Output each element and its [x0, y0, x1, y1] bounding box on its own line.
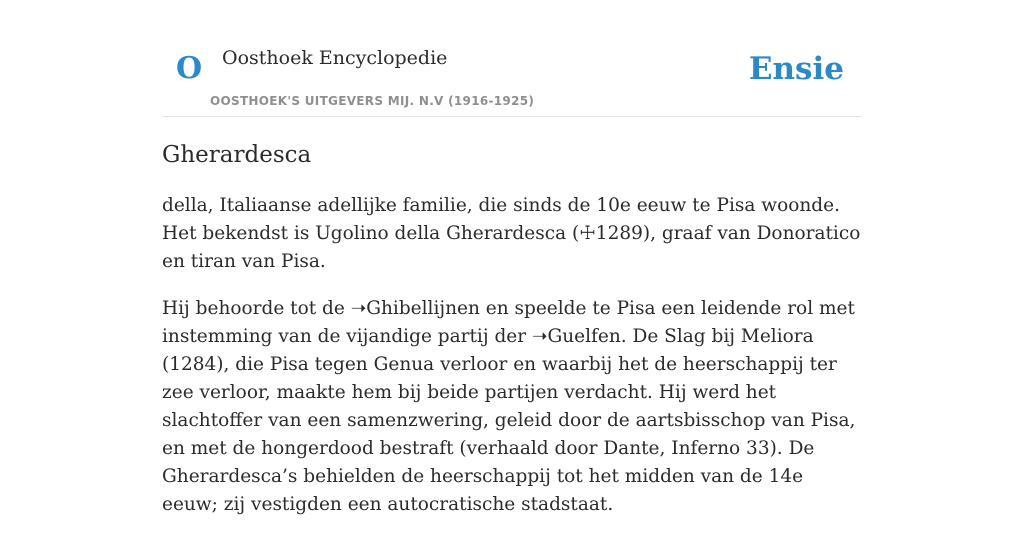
article-paragraph-2: Hij behoorde tot de ➝Ghibellijnen en speelde te Pisa een leidende rol met instemming van de vijandige partij der ➝Guelfen. De Slag bij Meliora (1284), die Pisa tegen Genua verloor en waarbij het de heerschappij ter zee verloor, maakte hem bij beide partijen verdacht. Hij werd het slachtoffer van een samenzwering, geleid door de aartsbisschop van Pisa, en met de hongerdood bestraft (verhaald door Dante, Inferno 33). De Gherardesca’s behielden de heerschappij tot het midden van de 14e eeuw; zij vestigden een autocratische stadstaat.: [162, 298, 856, 515]
article-paragraph-1: della, Italiaanse adellijke familie, die sinds de 10e eeuw te Pisa woonde. Het bekendst is Ugolino della Gherardesca (☩1289), graaf van Donoratico en tiran van Pisa.: [162, 195, 861, 272]
article-body: [162, 192, 862, 538]
publisher-label: OOSTHOEK'S UITGEVERS MIJ. N.V (1916-1925): [210, 94, 535, 108]
encyclopedia-name-link[interactable]: Oosthoek Encyclopedie: [222, 47, 448, 69]
header: [162, 0, 862, 117]
page: [162, 0, 862, 515]
encyclopedia-logo[interactable]: O: [176, 51, 203, 86]
article-title: Gherardesca: [162, 142, 312, 168]
ensie-logo[interactable]: Ensie: [748, 51, 844, 87]
